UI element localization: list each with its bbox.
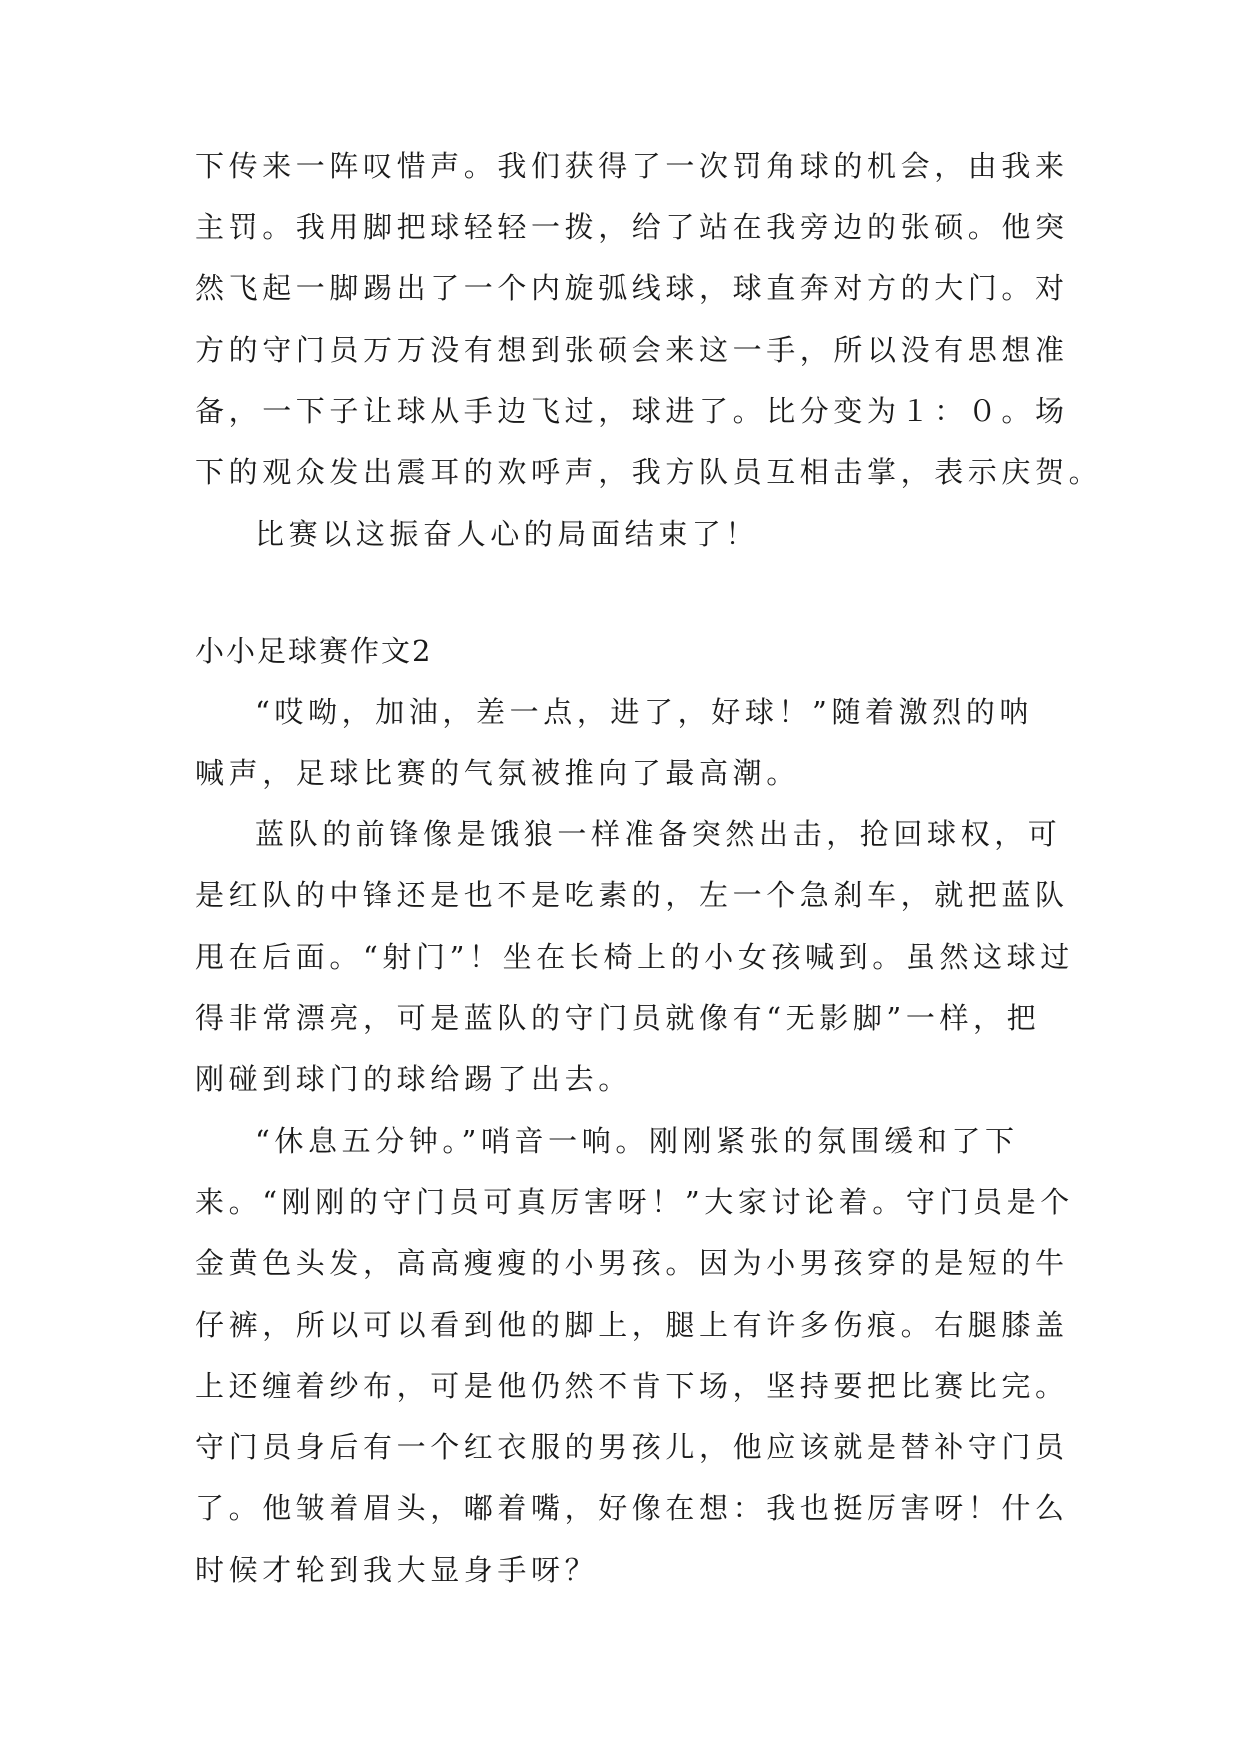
text-line: 守门员身后有一个红衣服的男孩儿，他应该就是替补守门员 bbox=[195, 1430, 1069, 1464]
text-line: 主罚。我用脚把球轻轻一拨，给了站在我旁边的张硕。他突 bbox=[195, 210, 1069, 244]
text-line: 备，一下子让球从手边飞过，球进了。比分变为１：０。场 bbox=[195, 394, 1069, 428]
text-line: 得非常漂亮，可是蓝队的守门员就像有“无影脚”一样，把 bbox=[195, 1001, 1041, 1035]
text-line: 下传来一阵叹惜声。我们获得了一次罚角球的机会，由我来 bbox=[195, 149, 1069, 183]
text-line: 是红队的中锋还是也不是吃素的，左一个急刹车，就把蓝队 bbox=[195, 878, 1069, 912]
text-line: 下的观众发出震耳的欢呼声，我方队员互相击掌，表示庆贺。 bbox=[195, 455, 1103, 489]
text-line: 仔裤，所以可以看到他的脚上，腿上有许多伤痕。右腿膝盖 bbox=[195, 1308, 1069, 1342]
text-line: 蓝队的前锋像是饿狼一样准备突然出击，抢回球权，可 bbox=[255, 817, 1062, 851]
text-line: 然飞起一脚踢出了一个内旋弧线球，球直奔对方的大门。对 bbox=[195, 271, 1069, 305]
text-line: 来。“刚刚的守门员可真厉害呀！”大家讨论着。守门员是个 bbox=[195, 1185, 1074, 1219]
text-line: “休息五分钟。”哨音一响。刚刚紧张的氛围缓和了下 bbox=[255, 1124, 1019, 1158]
text-line: 喊声，足球比赛的气氛被推向了最高潮。 bbox=[195, 756, 800, 790]
text-line: 了。他皱着眉头，嘟着嘴，好像在想：我也挺厉害呀！什么 bbox=[195, 1491, 1069, 1525]
text-line: 时候才轮到我大显身手呀？ bbox=[195, 1553, 599, 1587]
text-line: 上还缠着纱布，可是他仍然不肯下场，坚持要把比赛比完。 bbox=[195, 1369, 1069, 1403]
text-line: 甩在后面。“射门”！坐在长椅上的小女孩喊到。虽然这球过 bbox=[195, 940, 1074, 974]
text-line: 比赛以这振奋人心的局面结束了！ bbox=[255, 517, 760, 551]
text-line: 刚碰到球门的球给踢了出去。 bbox=[195, 1062, 632, 1096]
text-line: 金黄色头发，高高瘦瘦的小男孩。因为小男孩穿的是短的牛 bbox=[195, 1246, 1069, 1280]
text-line: 方的守门员万万没有想到张硕会来这一手，所以没有思想准 bbox=[195, 333, 1069, 367]
text-line: “哎呦，加油，差一点，进了，好球！”随着激烈的呐 bbox=[255, 695, 1034, 729]
section-title: 小小足球赛作文2 bbox=[195, 634, 433, 668]
